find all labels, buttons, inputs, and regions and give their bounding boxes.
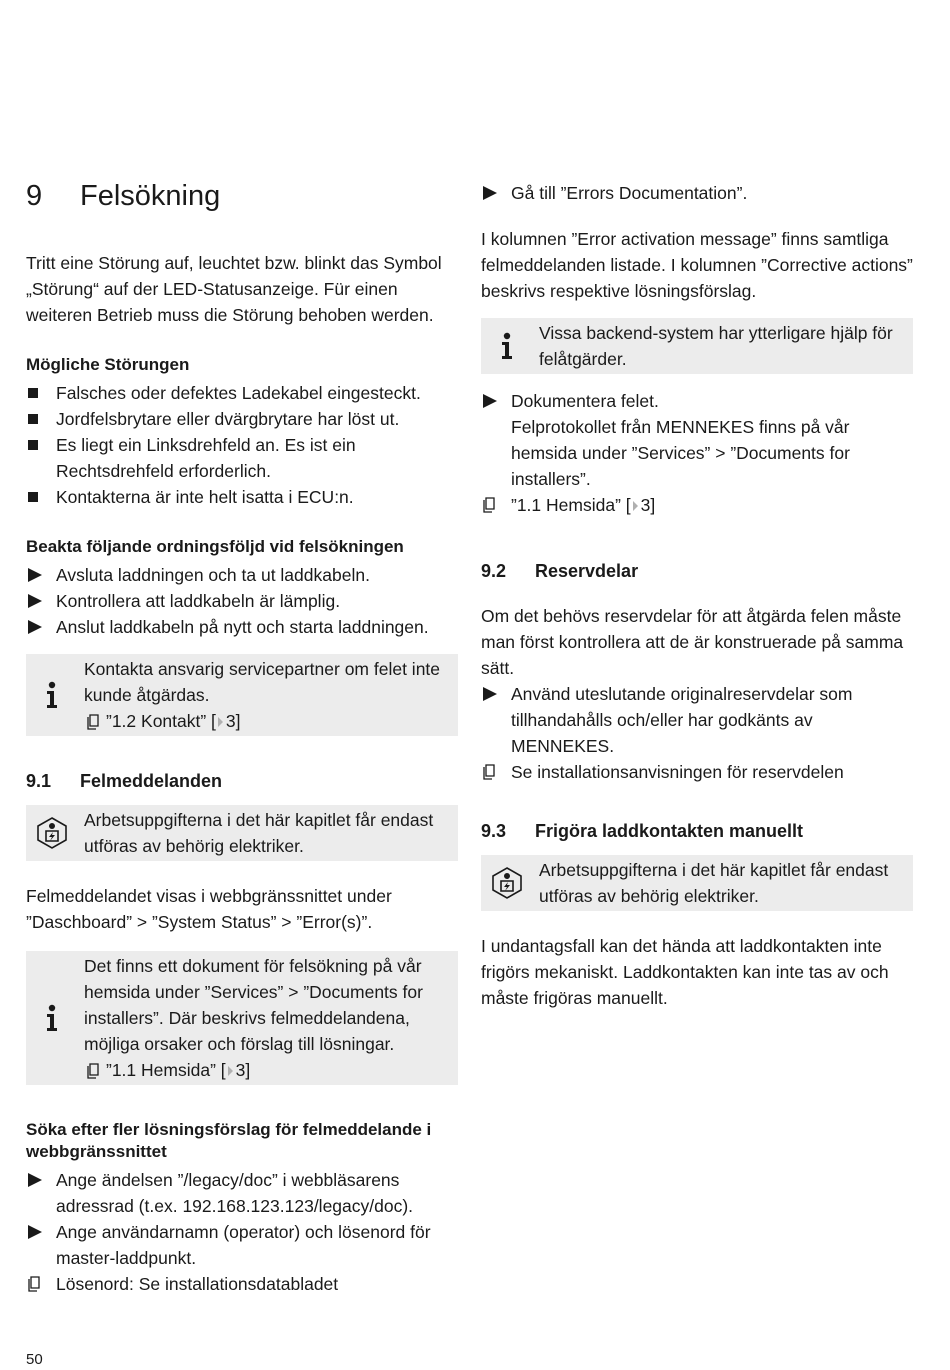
bullet-square-icon: [26, 406, 50, 432]
list-item: Dokumentera felet. Felprotokollet från MENNEKES finns på vår hemsida under ”Services” > ”Documents for installers”.: [481, 388, 913, 492]
electrician-warning: [26, 805, 458, 861]
faults-list: [26, 380, 458, 510]
electrician-icon: [481, 855, 533, 911]
action-arrow-icon: [26, 614, 50, 640]
chapter-heading: [26, 176, 458, 216]
order-heading: Beakta följande ordningsföljd vid felsökningen: [26, 537, 404, 556]
document-note: [26, 951, 458, 1085]
book-icon: [481, 492, 505, 518]
faults-heading: Mögliche Störungen: [26, 355, 190, 374]
book-icon: [86, 714, 100, 730]
cross-reference[interactable]: ”1.1 Hemsida” [ 3]: [481, 492, 913, 518]
bullet-square-icon: [26, 432, 50, 458]
list-item: Se installationsanvisningen för reservdelen: [481, 759, 913, 785]
list-item: Ange ändelsen ”/legacy/doc” i webbläsarens adressrad (t.ex. 192.168.123.123/legacy/doc).: [26, 1167, 458, 1219]
search-steps-list: [26, 1167, 458, 1297]
action-arrow-icon: [26, 562, 50, 588]
columns-paragraph: I kolumnen ”Error activation message” finns samtliga felmeddelanden listade. I kolumnen ”Corrective actions” beskrivs respektive lösningsförslag.: [481, 229, 913, 301]
info-icon: [26, 654, 78, 736]
electrician-warning: [481, 855, 913, 911]
action-arrow-icon: [481, 180, 505, 206]
right-column: [481, 180, 913, 1011]
list-item: Kontakterna är inte helt isatta i ECU:n.: [26, 484, 458, 510]
list-item: Anslut laddkabeln på nytt och starta laddningen.: [26, 614, 458, 640]
list-item: Falsches oder defektes Ladekabel eingesteckt.: [26, 380, 458, 406]
info-icon: [26, 951, 78, 1085]
book-icon: [86, 1063, 100, 1079]
backend-note: [481, 318, 913, 374]
section-heading-9-1: 9.1 Felmeddelanden: [26, 771, 223, 791]
cross-reference[interactable]: ”1.1 Hemsida” [ 3]: [84, 1057, 452, 1083]
list-item: Använd uteslutande originalreservdelar som tillhandahålls och/eller har godkänts av MENNEKES.: [481, 681, 913, 759]
chapter-title: Felsökning: [80, 180, 221, 212]
list-item: Avsluta laddningen och ta ut laddkabeln.: [26, 562, 458, 588]
chapter-number: 9: [26, 180, 43, 212]
bullet-square-icon: [26, 380, 50, 406]
electrician-warning-text: Arbetsuppgifterna i det här kapitlet får endast utföras av behörig elektriker.: [539, 860, 889, 906]
list-item: Kontrollera att laddkabeln är lämplig.: [26, 588, 458, 614]
page-arrow-icon: [633, 501, 638, 511]
info-icon: [481, 318, 533, 374]
section-heading-9-3: 9.3 Frigöra laddkontakten manuellt: [481, 821, 804, 841]
release-paragraph: I undantagsfall kan det hända att laddkontakten inte frigörs mekaniskt. Laddkontakten kan inte tas av och måste frigöras manuellt.: [481, 936, 889, 1008]
backend-note-text: Vissa backend-system har ytterligare hjälp för felåtgärder.: [539, 323, 893, 369]
document-note-text: Det finns ett dokument för felsökning på vår hemsida under ”Services” > ”Documents for installers”. Där beskrivs felmeddelandena, möjliga orsaker och förslag till lösningar.: [84, 956, 423, 1054]
left-column: [26, 176, 458, 1297]
info-note-text: Kontakta ansvarig servicepartner om felet inte kunde åtgärdas.: [84, 659, 441, 705]
steps-list: [26, 562, 458, 640]
intro-paragraph: Tritt eine Störung auf, leuchtet bzw. blinkt das Symbol „Störung“ auf der LED-Statusanzeige. Für einen weiteren Betrieb muss die Störung behoben werden.: [26, 253, 442, 325]
section-heading-9-2: 9.2 Reservdelar: [481, 561, 639, 581]
spare-parts-paragraph: Om det behövs reservdelar för att åtgärda felen måste man först kontrollera att de är konstruerade på samma sätt.: [481, 606, 904, 678]
search-heading: Söka efter fler lösningsförslag för felmeddelande i webbgränssnittet: [26, 1120, 432, 1161]
page-arrow-icon: [228, 1066, 233, 1076]
electrician-warning-text: Arbetsuppgifterna i det här kapitlet får endast utföras av behörig elektriker.: [84, 810, 434, 856]
bullet-square-icon: [26, 484, 50, 510]
list-item: Ange användarnamn (operator) och lösenord för master-laddpunkt.: [26, 1219, 458, 1271]
info-note: [26, 654, 458, 736]
list-item: Jordfelsbrytare eller dvärgbrytare har löst ut.: [26, 406, 458, 432]
book-icon: [26, 1271, 50, 1297]
page-number: 50: [26, 1351, 43, 1368]
list-item: Es liegt ein Linksdrehfeld an. Es ist ein Rechtsdrehfeld erforderlich.: [26, 432, 458, 484]
action-arrow-icon: [481, 388, 505, 414]
cross-reference[interactable]: ”1.2 Kontakt” [ 3]: [84, 708, 452, 734]
error-paragraph: Felmeddelandet visas i webbgränssnittet under ”Daschboard” > ”System Status” > ”Error(s)”.: [26, 886, 392, 932]
action-arrow-icon: [26, 1167, 50, 1193]
action-arrow-icon: [481, 681, 505, 707]
action-arrow-icon: [26, 1219, 50, 1245]
book-icon: [481, 759, 505, 785]
page-arrow-icon: [218, 717, 223, 727]
list-item: Gå till ”Errors Documentation”.: [481, 180, 913, 206]
list-item: Lösenord: Se installationsdatabladet: [26, 1271, 458, 1297]
electrician-icon: [26, 805, 78, 861]
action-arrow-icon: [26, 588, 50, 614]
